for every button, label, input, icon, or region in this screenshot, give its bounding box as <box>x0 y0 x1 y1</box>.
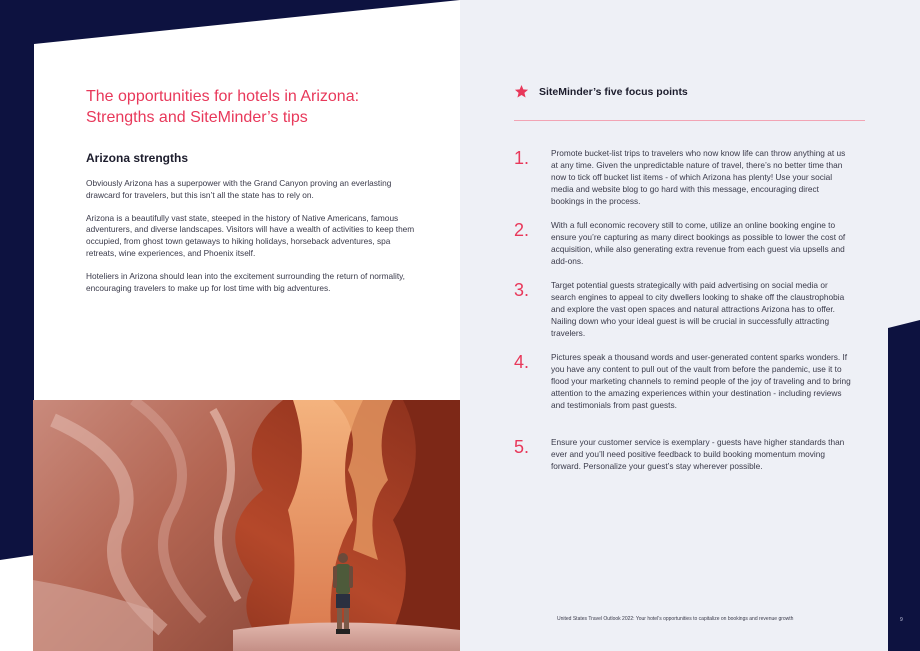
antelope-canyon-photo <box>33 400 460 651</box>
paragraph: Obviously Arizona has a superpower with the Grand Canyon proving an everlasting drawcard for travelers, but this isn’t all the state has to rely on. <box>86 178 392 200</box>
footer-text: United States Travel Outlook 2022: Your hotel’s opportunities to capitalize on bookings and revenue growth <box>557 616 794 622</box>
focus-points-header <box>514 84 688 99</box>
section-heading-arizona-strengths: Arizona strengths <box>86 151 189 165</box>
point-number: 2. <box>514 220 530 240</box>
page-title: The opportunities for hotels in Arizona: Strengths and SiteMinder’s tips <box>86 88 360 126</box>
point-text: Target potential guests strategically with paid advertising on social media or search engines to appeal to city dwellers looking to shake off the claustrophobia and explore the vast open spaces and natural attractions Arizona has to offer. Nailing down who your ideal guest is will be crucial in successfully attracting travelers. <box>551 280 845 338</box>
focus-points-title: SiteMinder’s five focus points <box>539 85 688 98</box>
point-number: 3. <box>514 280 530 300</box>
arizona-strengths-body <box>86 178 416 305</box>
page-number: 9 <box>900 617 903 623</box>
divider <box>514 120 865 121</box>
point-number: 5. <box>514 437 530 457</box>
paragraph: Hoteliers in Arizona should lean into the excitement surrounding the return of normality, encouraging travelers to make up for lost time with big adventures. <box>86 270 405 293</box>
paragraph: Arizona is a beautifully vast state, steeped in the history of Native Americans, famous adventurers, and diverse landscapes. Visitors will have a wealth of activities to keep them occupied, from ghost town getaways to hiking holidays, horseback adventures, spa retreats, wine experiences, and Phoenix itself. <box>86 212 415 258</box>
star-icon <box>514 84 529 99</box>
navy-accent-block <box>888 320 920 651</box>
point-number: 1. <box>514 148 530 168</box>
point-text: Ensure your customer service is exemplary - guests have higher standards than ever and you’ll need positive feedback to build booking momentum moving forward. Personalize your guest’s stay wherever possible. <box>551 437 845 471</box>
point-number: 4. <box>514 352 530 372</box>
point-text: Pictures speak a thousand words and user-generated content sparks wonders. If you have any content to pull out of the vault from before the pandemic, use it to flood your marketing channels to remind people of the joy of traveling and to bring attention to the amazing experiences within your destination - including reviews and testimonials from past guests. <box>551 352 851 410</box>
point-text: Promote bucket-list trips to travelers who now know life can throw anything at us at any time. Given the unpredictable nature of travel, there’s no better time than now to tick off bucket list items - of which Arizona has plenty! Use your social media and website blog to go hard with this message, encouraging direct bookings in the process. <box>551 148 846 206</box>
point-text: With a full economic recovery still to come, utilize an online booking engine to ensure you’re capturing as many direct bookings as possible to lower the cost of acquisition, while also generating extra revenue from each guest via upsells and add-ons. <box>551 220 846 266</box>
